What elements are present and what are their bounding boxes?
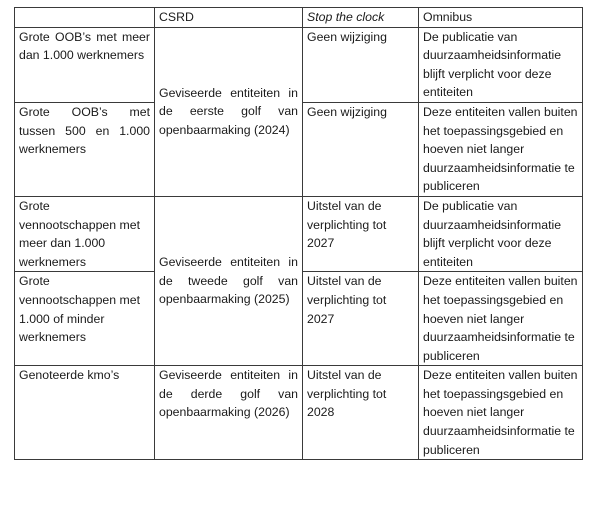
- omnibus-cell: Deze entiteiten vallen buiten het toepassingsgebied en hoeven niet langer duurzaamheidsinformatie te publiceren: [419, 366, 583, 460]
- table-row: [15, 366, 583, 460]
- stop-the-clock-cell: Uitstel van de verplichting tot 2028: [303, 366, 419, 460]
- csrd-group-cell: Geviseerde entiteiten in de eerste golf van openbaarmaking (2024): [155, 27, 303, 196]
- table-row: [15, 196, 583, 271]
- header-cell-csrd: CSRD: [155, 8, 303, 28]
- omnibus-cell: Deze entiteiten vallen buiten het toepassingsgebied en hoeven niet langer duurzaamheidsinformatie te publiceren: [419, 272, 583, 366]
- category-cell: Grote OOB’s met meer dan 1.000 werknemers: [15, 27, 155, 102]
- header-row: [15, 8, 583, 28]
- stop-the-clock-cell: Geen wijziging: [303, 102, 419, 196]
- category-cell: Grote OOB’s met tussen 500 en 1.000 werknemers: [15, 102, 155, 196]
- omnibus-cell: De publicatie van duurzaamheidsinformatie blijft verplicht voor deze entiteiten: [419, 27, 583, 102]
- stop-the-clock-cell: Geen wijziging: [303, 27, 419, 102]
- csrd-group-cell: Geviseerde entiteiten in de tweede golf van openbaarmaking (2025): [155, 196, 303, 365]
- category-cell: Genoteerde kmo’s: [15, 366, 155, 460]
- stop-the-clock-cell: Uitstel van de verplichting tot 2027: [303, 196, 419, 271]
- omnibus-cell: Deze entiteiten vallen buiten het toepassingsgebied en hoeven niet langer duurzaamheidsinformatie te publiceren: [419, 102, 583, 196]
- header-cell-omnibus: Omnibus: [419, 8, 583, 28]
- table-row: [15, 27, 583, 102]
- comparison-table: [14, 7, 583, 460]
- header-cell-stop-the-clock: Stop the clock: [303, 8, 419, 28]
- stop-the-clock-cell: Uitstel van de verplichting tot 2027: [303, 272, 419, 366]
- category-cell: Grote vennootschappen met 1.000 of minder werknemers: [15, 272, 155, 366]
- header-cell-empty: [15, 8, 155, 28]
- csrd-group-cell: Geviseerde entiteiten in de derde golf van openbaarmaking (2026): [155, 366, 303, 460]
- category-cell: Grote vennootschappen met meer dan 1.000 werknemers: [15, 196, 155, 271]
- omnibus-cell: De publicatie van duurzaamheidsinformatie blijft verplicht voor deze entiteiten: [419, 196, 583, 271]
